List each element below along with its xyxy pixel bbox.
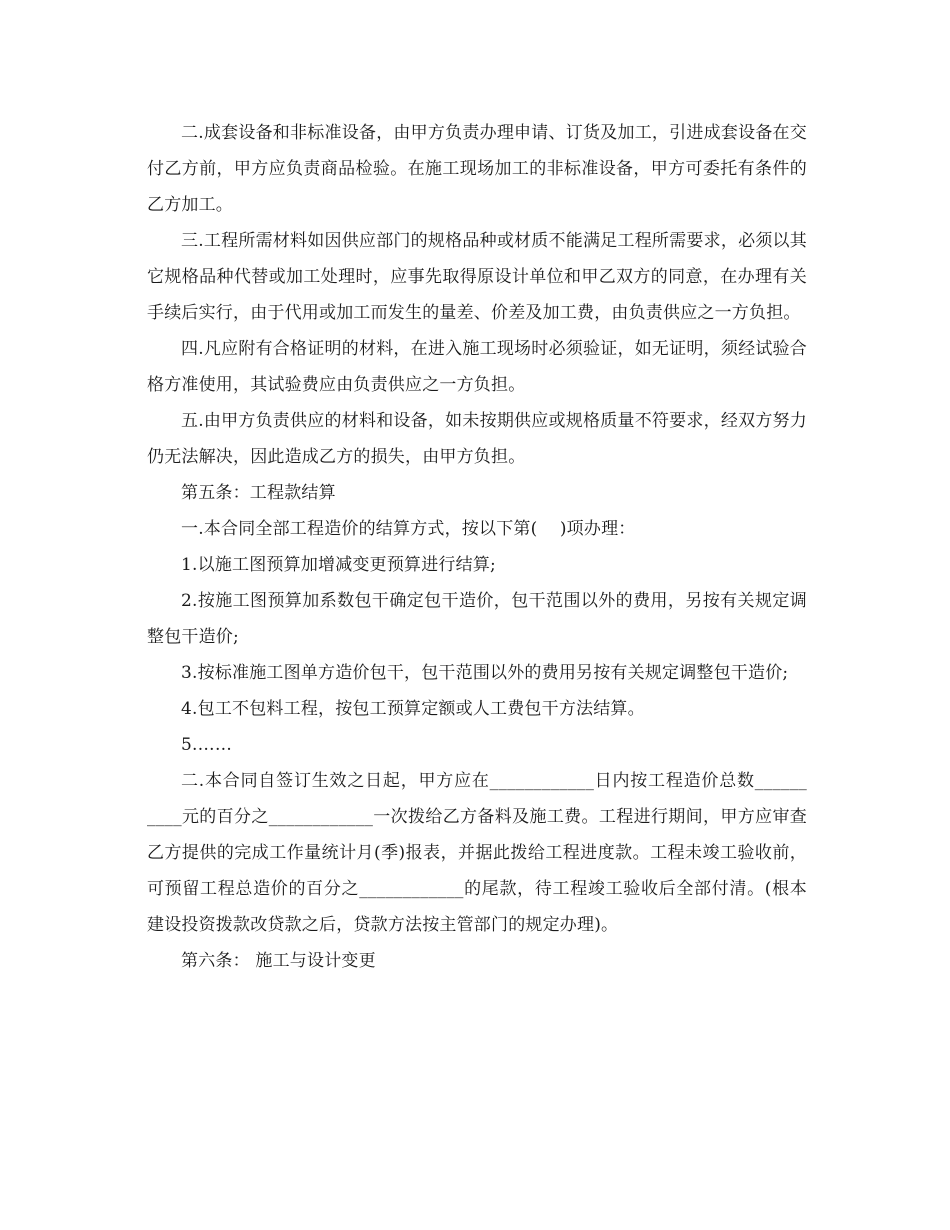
paragraph-material-certification: 四.凡应附有合格证明的材料，在进入施工现场时必须验证，如无证明，须经试验合格方准使用，其试验费应由负责供应之一方负担。: [147, 339, 807, 395]
section-heading-design-changes: 第六条： 施工与设计变更: [181, 951, 376, 971]
paragraph-supply-delay: 五.由甲方负责供应的材料和设备，如未按期供应或规格质量不符要求，经双方努力仍无法解决，因此造成乙方的损失，由甲方负担。: [147, 411, 807, 467]
section-heading-payment-settlement: 第五条：工程款结算: [181, 483, 336, 503]
paragraph-equipment-supply: 二.成套设备和非标准设备，由甲方负责办理申请、订货及加工，引进成套设备在交付乙方前，甲方应负责商品检验。在施工现场加工的非标准设备，甲方可委托有条件的乙方加工。: [147, 123, 807, 215]
paragraph-advance-payment: 二.本合同自签订生效之日起，甲方应在____________日内按工程造价总数______ ____元的百分之____________一次拨给乙方备料及施工费。工程进行期间，甲方应审查乙方提供的完成工作量统计月(季)报表，并据此拨给工程进度款。工程未竣工验收前，可预留工程总造价的百分之____________的尾款，待工程竣工验收后全部付清。(根本建设投资拨款改贷款之后，贷款方法按主管部门的规定办理)。: [147, 771, 819, 935]
list-item-settlement-option-3: 3.按标准施工图单方造价包干，包干范围以外的费用另按有关规定调整包干造价;: [181, 663, 789, 683]
paragraph-settlement-method: 一.本合同全部工程造价的结算方式，按以下第( )项办理：: [181, 519, 636, 539]
list-item-settlement-option-1: 1.以施工图预算加增减变更预算进行结算;: [181, 555, 496, 575]
paragraph-material-substitution: 三.工程所需材料如因供应部门的规格品种或材质不能满足工程所需要求，必须以其它规格品种代替或加工处理时，应事先取得原设计单位和甲乙双方的同意，在办理有关手续后实行，由于代用或加工而发生的量差、价差及加工费，由负责供应之一方负担。: [147, 231, 807, 323]
list-item-settlement-option-5: 5.……: [181, 735, 233, 755]
document-body: [147, 115, 819, 979]
list-item-settlement-option-2: 2.按施工图预算加系数包干确定包干造价，包干范围以外的费用，另按有关规定调整包干造价;: [147, 591, 807, 647]
list-item-settlement-option-4: 4.包工不包料工程，按包工预算定额或人工费包干方法结算。: [181, 699, 645, 719]
